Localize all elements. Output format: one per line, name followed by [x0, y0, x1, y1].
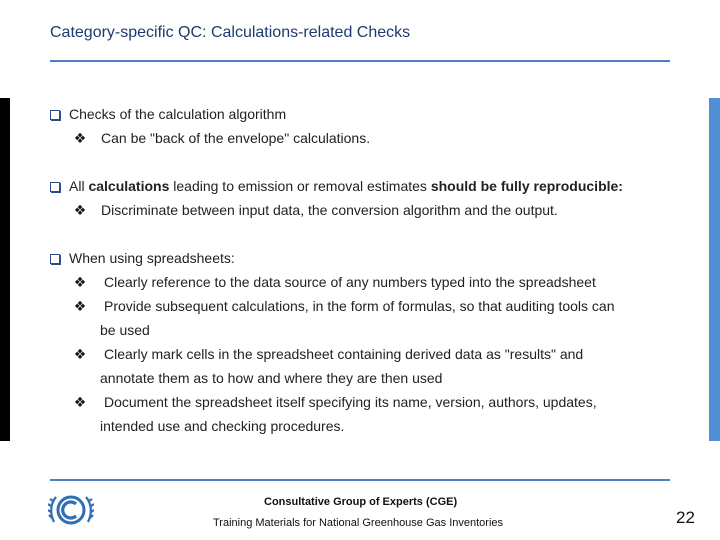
sub-bullet-continuation: annotate them as to how and where they are then used [100, 370, 443, 386]
bullet-text-part: leading to emission or removal estimates [169, 178, 431, 194]
sub-bullet-continuation: intended use and checking procedures. [100, 418, 345, 434]
sub-bullet-text: Clearly mark cells in the spreadsheet containing derived data as "results" and [104, 346, 584, 362]
bullet-spreadsheets [50, 250, 235, 266]
sub-bullet-text: Can be "back of the envelope" calculations. [101, 130, 371, 146]
bullet-text-part: All [69, 178, 89, 194]
bullet-text: Checks of the calculation algorithm [69, 106, 287, 122]
diamond-bullet-icon: ❖ [73, 346, 87, 362]
page-number: 22 [676, 508, 695, 527]
diamond-bullet-icon: ❖ [73, 202, 87, 218]
unfccc-logo-icon [48, 488, 94, 532]
checkbox-bullet-icon [50, 254, 60, 264]
sub-bullet-text: Discriminate between input data, the conversion algorithm and the output. [101, 202, 558, 218]
bullet-text-bold: should be fully reproducible: [430, 178, 623, 194]
bullet-reproducible [50, 178, 623, 194]
sub-bullet-text: Clearly reference to the data source of any numbers typed into the spreadsheet [104, 274, 596, 290]
checkbox-bullet-icon [50, 110, 60, 120]
bullet-text-bold: calculations [88, 178, 170, 194]
sub-bullet-continuation: be used [100, 322, 150, 338]
footer-subtitle: Training Materials for National Greenhouse Gas Inventories [213, 517, 504, 529]
footer-divider [50, 479, 670, 481]
bullet-checks-algorithm [50, 106, 286, 122]
diamond-bullet-icon: ❖ [73, 394, 87, 410]
sub-bullet-text: Provide subsequent calculations, in the form of formulas, so that auditing tools can [104, 298, 615, 314]
diamond-bullet-icon: ❖ [73, 130, 87, 146]
sub-bullet-text: Document the spreadsheet itself specifying its name, version, authors, updates, [104, 394, 597, 410]
slide-title: Category-specific QC: Calculations-related Checks [50, 24, 411, 41]
diamond-bullet-icon: ❖ [73, 298, 87, 314]
footer-organization: Consultative Group of Experts (CGE) [264, 496, 458, 508]
bullet-text: When using spreadsheets: [69, 250, 235, 266]
checkbox-bullet-icon [50, 182, 60, 192]
diamond-bullet-icon: ❖ [73, 274, 87, 290]
